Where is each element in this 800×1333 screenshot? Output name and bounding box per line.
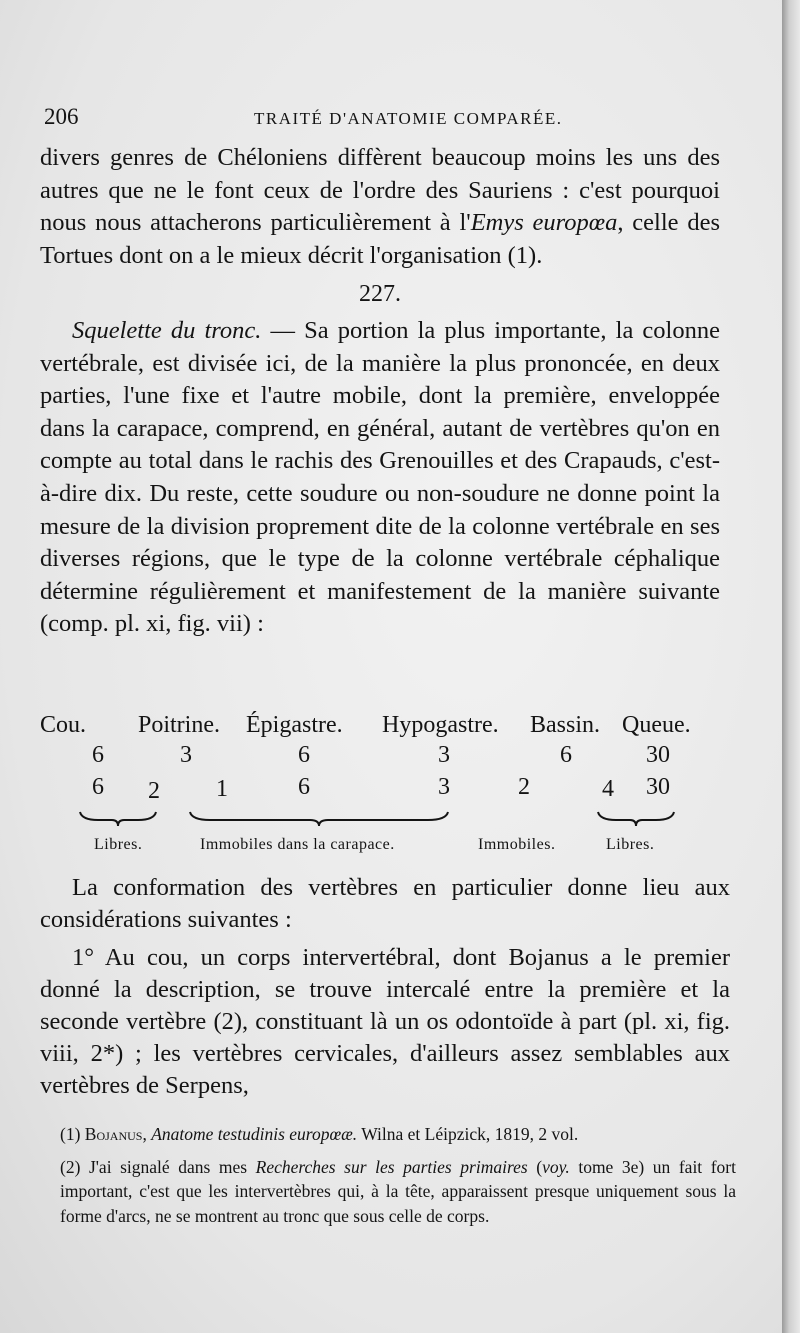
table-cell: 3 [438, 774, 450, 800]
brace-libres [78, 810, 158, 828]
table-cell: 6 [298, 774, 310, 800]
table-label: Immobiles. [478, 836, 556, 853]
table-header: Queue. [622, 712, 691, 738]
table-header: Cou. [40, 712, 87, 738]
table-cell: 30 [646, 742, 670, 768]
table-header: Épigastre. [246, 712, 343, 738]
paragraph-1: divers genres de Chéloniens diffèrent beaucoup moins les uns des autres que ne le font ceux de l'ordre des Sauriens : c'est pourquoi nous nous attacherons particulièrement à l'Emys europœa, celle des Tortues dont on a le mieux décrit l'organisation (1). [40, 144, 720, 269]
page-edge [782, 0, 800, 1333]
table-cell: 4 [602, 776, 614, 802]
table-cell: 30 [646, 774, 670, 800]
main-text-continued [40, 872, 730, 1102]
table-header: Poitrine. [138, 712, 220, 738]
brace-libres-queue [596, 810, 676, 828]
footnote-1: (1) Bojanus, Anatome testudinis europœæ. Wilna et Léipzick, 1819, 2 vol. [60, 1124, 579, 1144]
page-number: 206 [44, 104, 79, 129]
footnote-title: Anatome testudinis europœæ. [151, 1124, 358, 1144]
table-cell: 2 [518, 774, 530, 800]
table-label: Libres. [606, 836, 655, 853]
footnote-2: (2) J'ai signalé dans mes Recherches sur les parties primaires (voy. tome 3e) un fait fort important, c'est que les intervertèbres qui, à la tête, apparaissent presque uniquement sous la forme d'arcs, ne se montrent au tronc que sous celle de corps. [60, 1156, 736, 1226]
section-heading: Squelette du tronc. [72, 316, 262, 344]
page-header [44, 104, 760, 130]
section-number: 227. [359, 281, 401, 308]
paragraph-4: 1° Au cou, un corps intervertébral, dont Bojanus a le premier donné la description, se trouve intercalé entre la première et la seconde vertèbre (2), constituant là un os odontoïde à part (pl. xi, fig. viii, 2*) ; les vertèbres cervicales, d'ailleurs assez semblables aux vertèbres de Serpens, [40, 944, 730, 1099]
main-text [40, 142, 720, 641]
footnote-title: Recherches sur les parties primaires [255, 1156, 528, 1177]
table-header: Hypogastre. [382, 712, 499, 738]
emys-term: Emys europœa [470, 209, 618, 237]
vertebral-table [40, 712, 740, 862]
table-cell: 2 [148, 778, 160, 804]
running-head: TRAITÉ D'ANATOMIE COMPARÉE. [254, 109, 563, 128]
table-cell: 1 [216, 776, 228, 802]
table-cell: 6 [298, 742, 310, 768]
table-cell: 6 [92, 774, 104, 800]
paragraph-3: La conformation des vertèbres en particulier donne lieu aux considérations suivantes : [40, 874, 730, 933]
table-cell: 6 [92, 742, 104, 768]
paragraph-2: Squelette du tronc. — Sa portion la plus importante, la colonne vertébrale, est divisée ici, de la manière la plus prononcée, en deux parties, l'une fixe et l'autre mobile, dont la première, enveloppée dans la carapace, comprend, en général, autant de vertèbres qu'on en compte au total dans le rachis des Grenouilles et des Crapauds, c'est-à-dire dix. Du reste, cette soudure ou non-soudure ne donne point la mesure de la division proprement dite de la colonne vertébrale en ses diverses régions, que le type de la colonne vertébrale céphalique détermine régulièrement et manifestement de la manière suivante (comp. pl. xi, fig. vii) : [40, 316, 720, 638]
table-cell: 3 [438, 742, 450, 768]
footnotes [60, 1122, 736, 1236]
table-label: Immobiles dans la carapace. [200, 836, 395, 853]
table-label: Libres. [94, 836, 143, 853]
brace-immobiles-carapace [188, 810, 450, 828]
table-cell: 3 [180, 742, 192, 768]
table-cell: 6 [560, 742, 572, 768]
footnote-author: Bojanus [84, 1124, 143, 1144]
table-header: Bassin. [530, 712, 601, 738]
